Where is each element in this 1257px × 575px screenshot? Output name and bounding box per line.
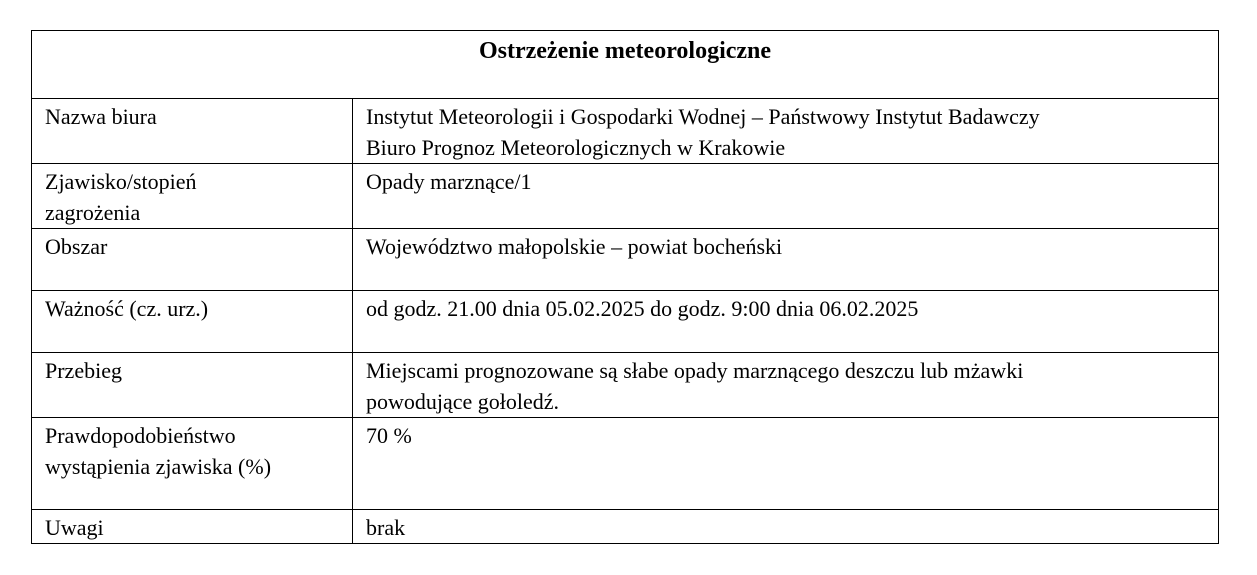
- probability-label: [32, 418, 353, 510]
- phenomenon-label-line-2: zagrożenia: [45, 200, 141, 225]
- table-row-area: [32, 229, 1219, 291]
- table-row-office: [32, 99, 1219, 164]
- table-row-notes: [32, 510, 1219, 544]
- warning-table: [31, 30, 1219, 544]
- office-value-line-1: Instytut Meteorologii i Gospodarki Wodnej – Państwowy Instytut Badawczy: [366, 104, 1040, 129]
- table-row-course: [32, 353, 1219, 418]
- course-label: Przebieg: [32, 353, 353, 418]
- title-row: [32, 31, 1219, 99]
- table-row-probability: [32, 418, 1219, 510]
- table-row-validity: [32, 291, 1219, 353]
- office-label: Nazwa biura: [32, 99, 353, 164]
- table-row-phenomenon: [32, 164, 1219, 229]
- phenomenon-value: Opady marznące/1: [353, 164, 1219, 229]
- probability-value: 70 %: [353, 418, 1219, 510]
- validity-label: Ważność (cz. urz.): [32, 291, 353, 353]
- office-value-line-2: Biuro Prognoz Meteorologicznych w Krakowie: [366, 135, 786, 160]
- phenomenon-label-line-1: Zjawisko/stopień: [45, 169, 197, 194]
- course-value: [353, 353, 1219, 418]
- area-label: Obszar: [32, 229, 353, 291]
- course-value-line-1: Miejscami prognozowane są słabe opady marznącego deszczu lub mżawki: [366, 358, 1024, 383]
- probability-label-line-2: wystąpienia zjawiska (%): [45, 454, 272, 479]
- area-value: Województwo małopolskie – powiat bocheński: [353, 229, 1219, 291]
- validity-value: od godz. 21.00 dnia 05.02.2025 do godz. 9:00 dnia 06.02.2025: [353, 291, 1219, 353]
- notes-value: brak: [353, 510, 1219, 544]
- notes-label: Uwagi: [32, 510, 353, 544]
- course-value-line-2: powodujące gołoledź.: [366, 389, 560, 414]
- office-value: [353, 99, 1219, 164]
- probability-label-line-1: Prawdopodobieństwo: [45, 423, 236, 448]
- document-title: Ostrzeżenie meteorologiczne: [32, 31, 1219, 99]
- phenomenon-label: [32, 164, 353, 229]
